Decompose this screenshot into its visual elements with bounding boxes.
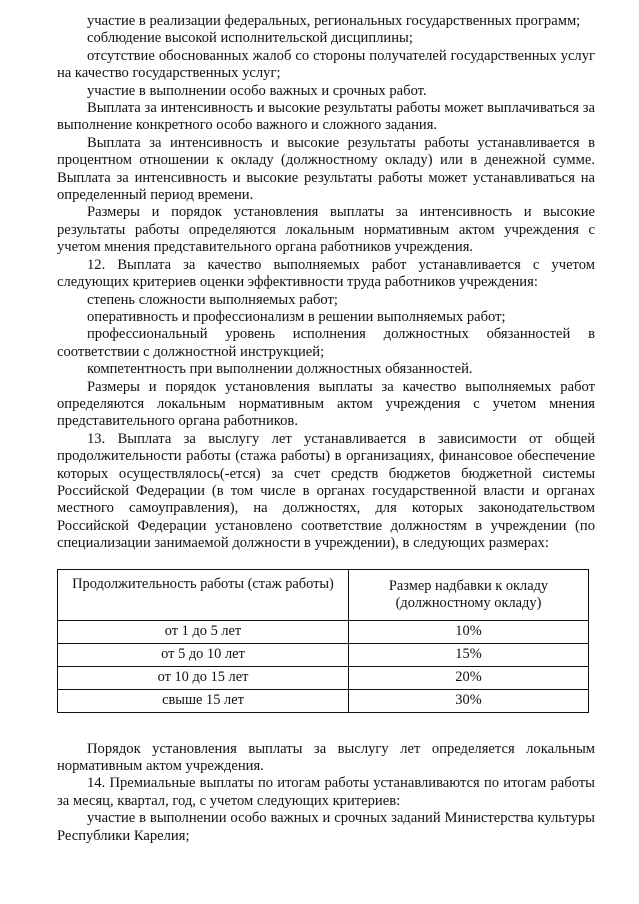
paragraph-section-14: 14. Премиальные выплаты по итогам работы устанавливаются по итогам работы за месяц, квартал, год, с учетом следующих критериев: (57, 775, 595, 809)
paragraph: компетентность при выполнении должностных обязанностей. (87, 361, 473, 378)
paragraph: участие в выполнении особо важных и срочных работ. (87, 82, 427, 99)
table-row (58, 689, 589, 712)
table-cell-rate: 30% (349, 689, 589, 712)
paragraph-section-13: 13. Выплата за выслугу лет устанавливается в зависимости от общей продолжительности работы (стажа работы) в организациях, финансовое обеспечение которых осуществлялось(-ется) за счет средств бюджетов бюджетной системы Российской Федерации (в том числе в органах государственной власти и органах местного самоуправления), на должностях, для которых законодательством Российской Федерации установлено соответствие должностям в учреждении (по специализации занимаемой должности в учреждении), в следующих размерах: (57, 430, 595, 552)
table-row (58, 666, 589, 689)
table-cell-period: от 5 до 10 лет (58, 643, 349, 666)
paragraph: Размеры и порядок установления выплаты за качество выполняемых работ определяются локальным нормативным актом учреждения с учетом мнения представительного органа работников. (57, 378, 595, 430)
table-row (58, 620, 589, 643)
paragraph: Порядок установления выплаты за выслугу лет определяется локальным нормативным актом учреждения. (57, 740, 595, 774)
paragraph: Выплата за интенсивность и высокие результаты работы устанавливается в процентном отношении к окладу (должностному окладу) или в денежной сумме. Выплата за интенсивность и высокие результаты работы может устанавливаться на определенный период времени. (57, 134, 595, 204)
paragraph: Выплата за интенсивность и высокие результаты работы может выплачиваться за выполнение конкретного особо важного и сложного задания. (57, 100, 595, 134)
table-row (58, 643, 589, 666)
paragraph: степень сложности выполняемых работ; (87, 291, 338, 308)
table-cell-period: свыше 15 лет (58, 689, 349, 712)
paragraph: оперативность и профессионализм в решении выполняемых работ; (87, 308, 506, 325)
paragraph: отсутствие обоснованных жалоб со стороны получателей государственных услуг на качество государственных услуг; (57, 47, 595, 82)
document-body (57, 13, 595, 845)
table-header-row (58, 569, 589, 620)
paragraph: Размеры и порядок установления выплаты за интенсивность и высокие результаты работы определяются локальным нормативным актом учреждения с учетом мнения представительного органа работников учреждения. (57, 204, 595, 256)
paragraph: участие в выполнении особо важных и срочных заданий Министерства культуры Республики Карелия; (57, 810, 595, 844)
table-header-rate: Размер надбавки к окладу (должностному окладу) (349, 569, 589, 620)
paragraph-section-12: 12. Выплата за качество выполняемых работ устанавливается с учетом следующих критериев оценки эффективности труда работников учреждения: (57, 256, 595, 291)
table-cell-period: от 1 до 5 лет (58, 620, 349, 643)
table-header-period: Продолжительность работы (стаж работы) (58, 569, 349, 620)
table-cell-rate: 20% (349, 666, 589, 689)
seniority-rate-table (57, 569, 589, 713)
paragraph: соблюдение высокой исполнительской дисциплины; (87, 30, 413, 47)
paragraph: участие в реализации федеральных, региональных государственных программ; (87, 13, 581, 29)
table-cell-rate: 10% (349, 620, 589, 643)
table-cell-rate: 15% (349, 643, 589, 666)
table-cell-period: от 10 до 15 лет (58, 666, 349, 689)
paragraph: профессиональный уровень исполнения должностных обязанностей в соответствии с должностной инструкцией; (57, 326, 595, 360)
